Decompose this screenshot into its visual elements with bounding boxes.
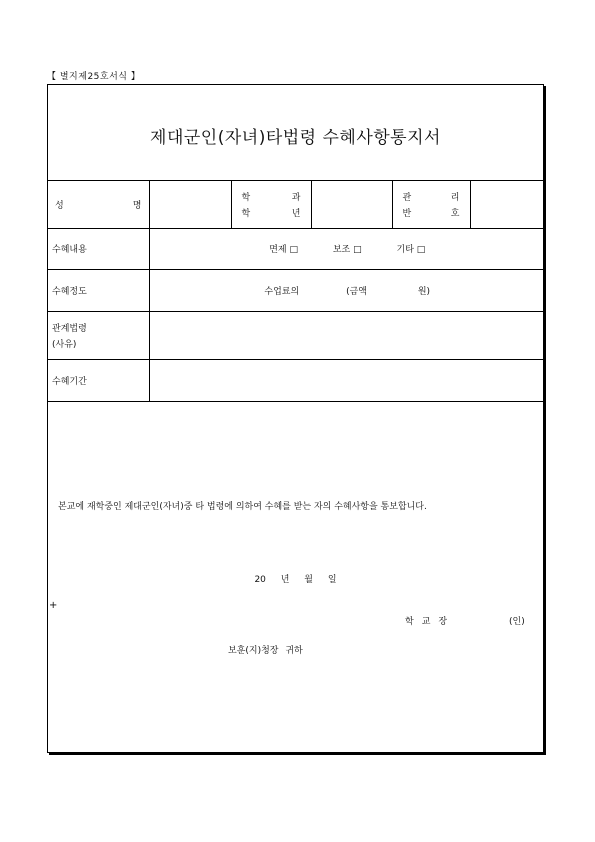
related-law-label: 관계법령 (사유) [48,311,149,359]
benefit-period-label: 수혜기간 [48,359,149,401]
table-row [48,181,545,228]
other-checkbox[interactable]: 기타 □ [396,245,426,255]
mgmt-number-field[interactable] [470,181,545,228]
seal-mark: (인) [509,617,525,627]
table-row [48,269,545,311]
form-number-label: 【 별지제25호서식 】 [47,72,141,82]
info-table [48,181,545,402]
date-line: 20 년 월 일 [254,575,337,585]
dept-grade-field[interactable] [311,181,392,228]
benefit-content-options [149,228,545,269]
name-label-cell: 성 명 [48,181,149,228]
benefit-degree-label: 수혜정도 [48,269,149,311]
benefit-content-label: 수혜내용 [48,228,149,269]
dept-grade-label-cell: 학 과 학 년 [231,181,311,228]
form-frame [47,84,544,753]
benefit-period-field[interactable] [149,359,545,401]
title-area [48,85,543,181]
form-title: 제대군인(자녀)타법령 수혜사항통지서 [150,128,441,148]
mgmt-number-label-cell: 관 리 반 호 [392,181,470,228]
name-field[interactable] [149,181,231,228]
table-row [48,359,545,401]
benefit-degree-field[interactable]: 수업료의 (금액 원) [149,269,545,311]
recipient-line: 보훈(지)청장 귀하 [228,646,303,656]
exemption-checkbox[interactable]: 면제 □ [269,245,298,255]
notice-text: 본교에 재학중인 제대군인(자녀)중 타 법령에 의하여 수혜를 받는 자의 수혜사항을 통보합니다. [58,502,427,512]
table-row [48,311,545,359]
table-row [48,228,545,269]
crosshair-mark: + [49,600,58,611]
related-law-field[interactable] [149,311,545,359]
principal-label: 학교장 [405,617,456,627]
support-checkbox[interactable]: 보조 □ [332,245,362,255]
